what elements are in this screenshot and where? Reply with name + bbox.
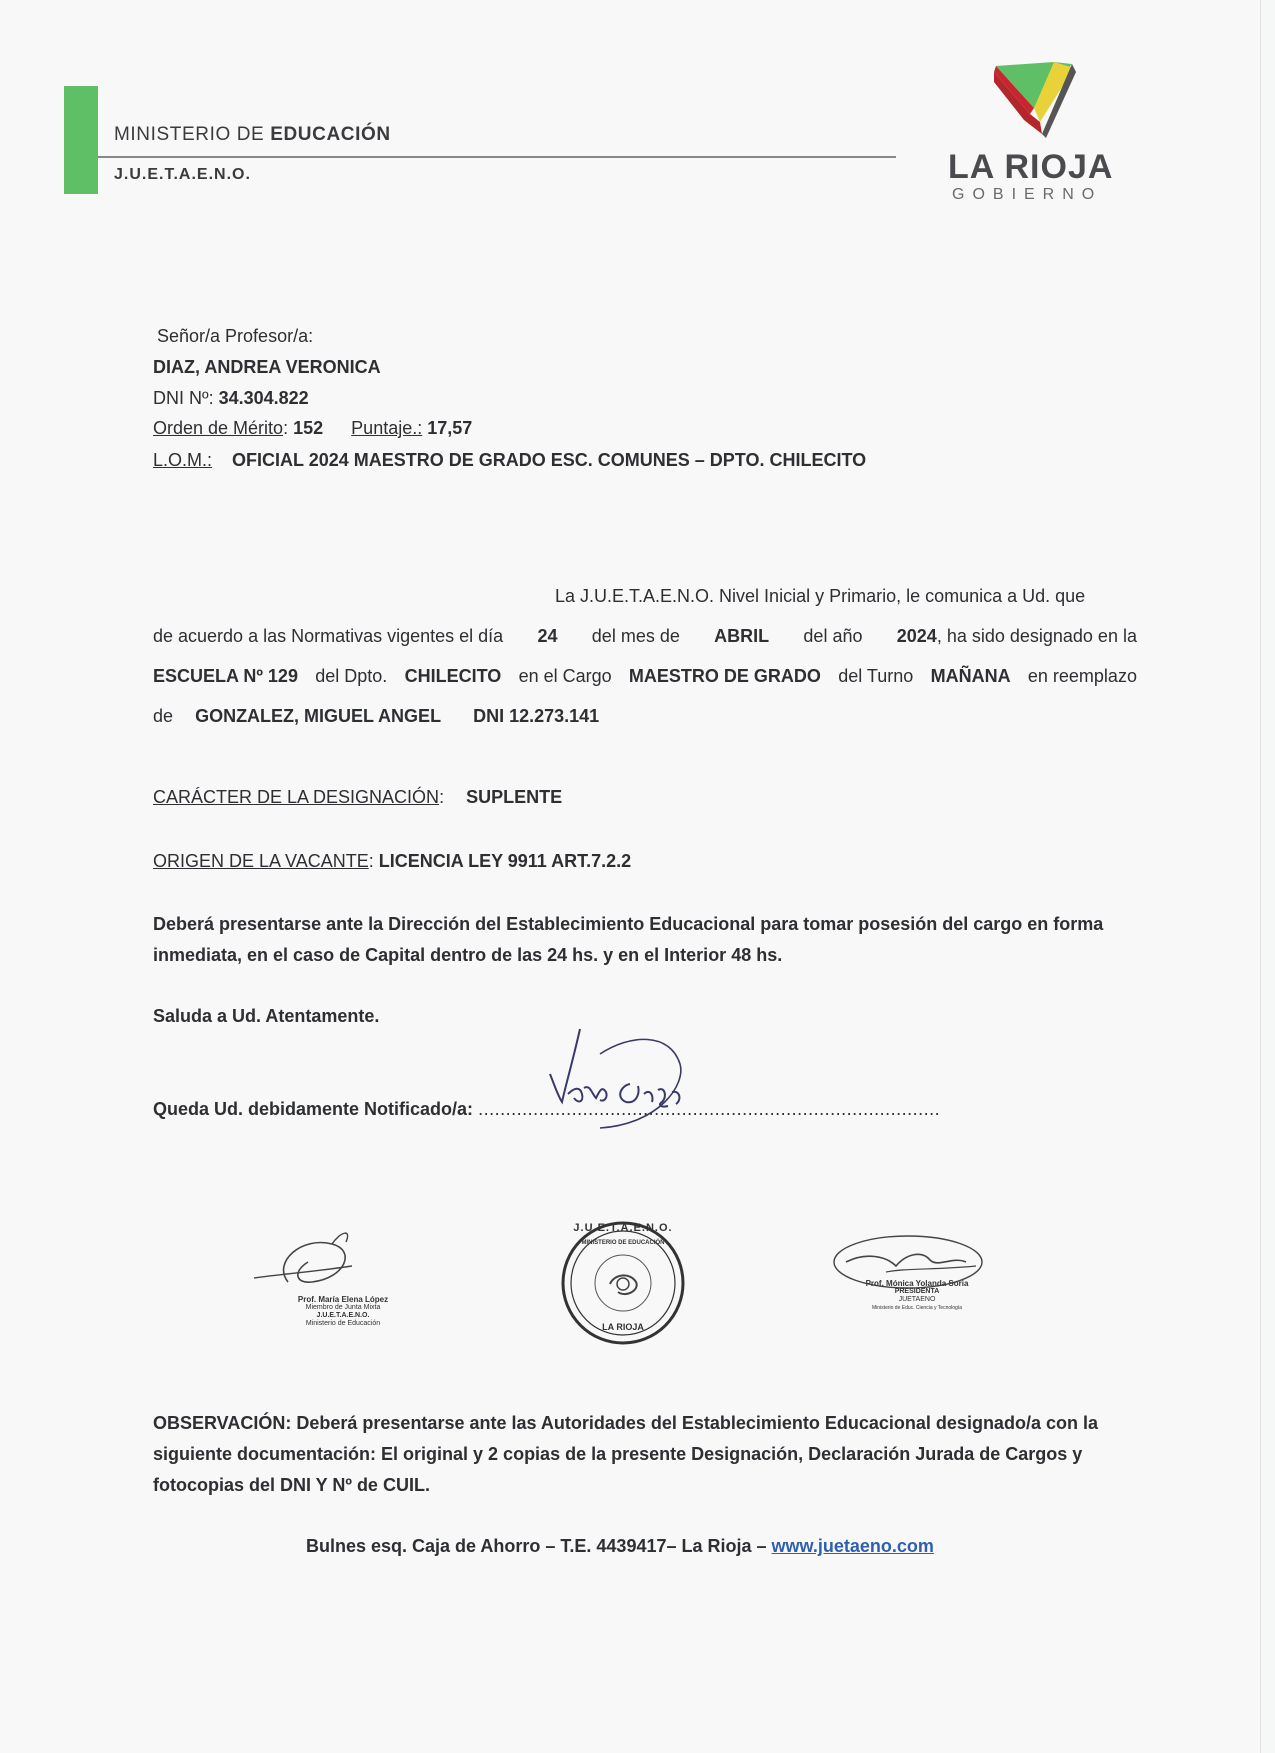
ministry-bold: EDUCACIÓN xyxy=(270,124,391,145)
body-l2-b: del mes de xyxy=(591,626,680,646)
body-line-3 xyxy=(153,666,1137,687)
lom-label: L.O.M.: xyxy=(153,450,213,470)
left-stamp-role2: J.U.E.T.A.E.N.O. xyxy=(316,1312,370,1319)
body-l3-a: del Dpto. xyxy=(315,666,388,686)
designation-label: CARÁCTER DE LA DESIGNACIÓN xyxy=(153,787,440,807)
body-intro: La J.U.E.T.A.E.N.O. Nivel Inicial y Primario, le comunica a Ud. que xyxy=(555,586,1086,606)
right-stamp-role2: JUETAENO xyxy=(898,1296,936,1303)
body-school: ESCUELA Nº 129 xyxy=(153,666,298,686)
left-signature xyxy=(252,1222,392,1292)
left-stamp-name: Prof. María Elena López xyxy=(297,1295,389,1304)
ministry-title xyxy=(114,124,391,146)
notified-label: Queda Ud. debidamente Notificado/a: xyxy=(153,1099,474,1119)
la-rioja-logo-icon xyxy=(994,58,1076,142)
lom-line xyxy=(153,450,866,471)
merit-value: 152 xyxy=(293,418,324,438)
vacancy-line xyxy=(153,851,631,872)
replaced-dni: DNI 12.273.141 xyxy=(473,706,600,726)
recipient-signature xyxy=(540,1024,730,1134)
office-name: J.U.E.T.A.E.N.O. xyxy=(114,166,251,183)
body-year: 2024 xyxy=(896,626,937,646)
vacancy-label: ORIGEN DE LA VACANTE xyxy=(153,851,369,871)
left-stamp-role1: Miembro de Junta Mixta xyxy=(305,1304,381,1311)
body-day: 24 xyxy=(537,626,558,646)
header-rule xyxy=(98,156,896,158)
instruction-text: Deberá presentarse ante la Dirección del Establecimiento Educacional para tomar posesión del cargo en forma inmediata, en el caso de Capital dentro de las 24 hs. y en el Interior 48 hs. xyxy=(153,914,1104,965)
logo-name: LA RIOJA xyxy=(948,148,1114,186)
body-dept: CHILECITO xyxy=(404,666,502,686)
designation-value: SUPLENTE xyxy=(466,787,563,807)
score-label: Puntaje.: xyxy=(351,418,423,438)
body-l2-a: de acuerdo a las Normativas vigentes el día xyxy=(153,626,504,646)
seal-bottom-text: LA RIOJA xyxy=(602,1322,644,1332)
salutation: Señor/a Profesor/a: xyxy=(157,326,314,346)
dni-label: DNI Nº: xyxy=(153,388,214,408)
body-l4-a: de xyxy=(153,706,174,726)
designation-line xyxy=(153,787,562,808)
footer xyxy=(306,1536,934,1557)
seal-mid-text: MINISTERIO DE EDUCACIÓN xyxy=(581,1240,665,1246)
right-stamp xyxy=(862,1280,972,1312)
body-line-2 xyxy=(153,626,1137,647)
header-green-bar xyxy=(64,86,98,194)
score-value: 17,57 xyxy=(427,418,473,438)
merit-line xyxy=(153,418,472,439)
observation-text: Deberá presentarse ante las Autoridades del Establecimiento Educacional designado/a con la siguiente documentación: El original y 2 copias de la presente Designación, Declaración Jurada de Cargos y fotocopias del DNI Y Nº de CUIL. xyxy=(153,1413,1098,1495)
left-stamp-role3: Ministerio de Educación xyxy=(305,1320,381,1327)
recipient-name: DIAZ, ANDREA VERONICA xyxy=(153,357,381,377)
logo-sub: GOBIERNO xyxy=(952,186,1103,203)
vacancy-sep: : xyxy=(368,851,374,871)
replaced-name: GONZALEZ, MIGUEL ANGEL xyxy=(195,706,442,726)
body-month: ABRIL xyxy=(714,626,770,646)
designation-sep: : xyxy=(439,787,445,807)
body-l2-c: del año xyxy=(803,626,863,646)
dni-line xyxy=(153,388,309,409)
body-shift: MAÑANA xyxy=(930,666,1011,686)
observation xyxy=(153,1408,1143,1501)
right-stamp-role1: PRESIDENTA xyxy=(894,1288,940,1295)
lom-value: OFICIAL 2024 MAESTRO DE GRADO ESC. COMUNES – DPTO. CHILECITO xyxy=(232,450,867,470)
dni-value: 34.304.822 xyxy=(218,388,309,408)
right-stamp-role3: Ministerio de Educ. Ciencia y Tecnología xyxy=(872,1305,962,1311)
body-l3-b: en el Cargo xyxy=(518,666,612,686)
observation-label: OBSERVACIÓN: xyxy=(153,1413,292,1433)
body-line-4 xyxy=(153,706,599,727)
signature-dotted-line: .................................................................................... xyxy=(478,1099,941,1119)
body-l3-d: en reemplazo xyxy=(1027,666,1137,686)
merit-label: Orden de Mérito xyxy=(153,418,284,438)
vacancy-value: LICENCIA LEY 9911 ART.7.2.2 xyxy=(378,851,632,871)
body-l2-d: , ha sido designado en la xyxy=(936,626,1137,646)
footer-address: Bulnes esq. Caja de Ahorro – T.E. 4439417– La Rioja – xyxy=(306,1536,767,1556)
merit-sep: : xyxy=(283,418,289,438)
right-stamp-name: Prof. Mónica Yolanda Soria xyxy=(865,1279,969,1288)
seal-top-text: J.U.E.T.A.E.N.O. xyxy=(573,1222,673,1234)
body-l3-c: del Turno xyxy=(838,666,914,686)
body-position: MAESTRO DE GRADO xyxy=(628,666,821,686)
left-stamp xyxy=(288,1296,398,1328)
ministry-prefix: MINISTERIO DE xyxy=(114,124,265,145)
closing-text: Saluda a Ud. Atentamente. xyxy=(153,1006,380,1026)
footer-website-link[interactable]: www.juetaeno.com xyxy=(771,1536,934,1556)
